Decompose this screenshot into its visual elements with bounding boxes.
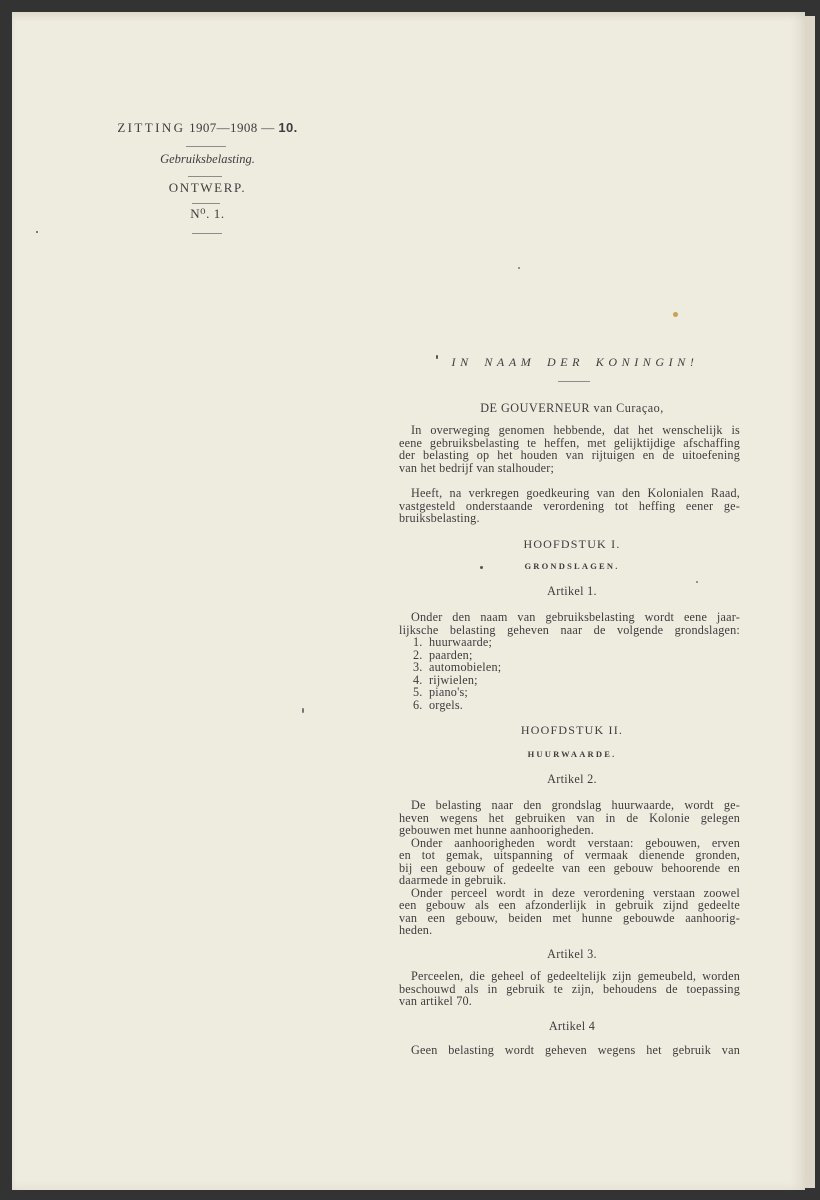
article-paragraph [399,1044,740,1057]
invocation-heading: IN NAAM DER KONINGIN! [451,355,699,369]
article-paragraph [399,887,740,937]
article-heading: Artikel 3. [547,947,597,961]
text-line: eene gebruiksbelasting te heffen, met gelijktijdige afschaffing [399,435,740,450]
list-item-number: 4. [413,672,423,687]
chapter-heading: HOOFDSTUK I. [523,537,621,551]
session-number: 10. [278,120,298,135]
text-line: daarmede in gebruik. [399,873,507,887]
session-line [100,120,315,136]
text-line: lijksche belasting geheven naar de volgende grondslagen: [399,622,740,637]
text-line: van artikel 70. [399,994,473,1008]
article-body [399,799,740,937]
text-line: en tot gemak, uitspanning of vermaak dienende gronden, [399,848,740,862]
text-line: Onder den naam van gebruiksbelasting wordt eene jaar- [411,610,740,624]
article-paragraph [399,970,740,1008]
text-line: heden. [399,923,433,937]
text-line: In overweging genomen hebbende, dat het wenschelijk is [411,423,740,437]
header-rule [188,176,222,177]
chapter-title: HUURWAARDE. [527,749,617,759]
list-item-number: 1. [413,635,423,649]
main-text-column [399,0,740,1200]
list-item-text: paarden; [429,647,473,662]
list-item-text: huurwaarde; [429,635,493,649]
header-rule [192,203,220,204]
article-paragraph [399,799,740,837]
article-heading: Artikel 2. [547,772,597,786]
text-line: gebouwen met hunne aanhoorigheden. [399,823,594,837]
text-line: bruiksbelasting. [399,511,480,525]
list-item [399,699,740,712]
session-label: ZITTING [117,120,186,135]
list-item-number: 3. [413,660,423,674]
list-item-text: rijwielen; [429,672,478,687]
text-line: vastgesteld onderstaande verordening tot heffing eener ge- [399,498,740,513]
document-subject: Gebruiksbelasting. [160,152,255,166]
document-type: ONTWERP. [168,180,247,195]
text-line: Onder perceel wordt in deze verordening verstaan zoowel [411,885,740,900]
session-years: 1907—1908 — [189,120,275,135]
header-rule [186,146,226,147]
header-rule [192,233,222,234]
text-line: een gebouw als een afzonderlijk in gebruik zijnd gedeelte [399,898,740,912]
text-line: van het bedrijf van stalhouder; [399,460,555,475]
list-item-text: orgels. [429,697,464,712]
invocation-rule [558,381,590,382]
preamble-paragraph [399,424,740,474]
chapter-title: GRONDSLAGEN. [524,561,620,571]
text-line: beschouwd als in gebruik te zijn, behoudens de toepassing [399,981,740,996]
text-line: heven wegens het gebruiken van in de Kolonie gelegen [399,810,740,825]
preamble-paragraph [399,487,740,525]
text-line: Geen belasting wordt geheven wegens het gebruik van [411,1043,740,1057]
text-line: Perceelen, die geheel of gedeeltelijk zijn gemeubeld, worden [411,969,740,983]
article-paragraph [399,611,740,711]
article-heading: Artikel 1. [547,584,597,598]
text-line: bij een gebouw of gedeelte van een gebouw behoorende en [399,860,740,875]
article-paragraph [399,837,740,887]
text-line: De belasting naar den grondslag huurwaarde, wordt ge- [411,798,740,812]
addressor: DE GOUVERNEUR van Curaçao, [480,401,664,415]
list-item-text: piano's; [429,685,469,699]
list-item-number: 5. [413,685,423,699]
list-item-number: 2. [413,647,423,662]
list-item-number: 6. [413,697,423,712]
text-line: van een gebouw, beiden met hunne gebouwde aanhoorig- [399,910,740,925]
text-line: der belasting op het houden van rijtuigen en de uitoefening [399,448,740,462]
scan-speck [302,708,304,713]
document-number: N⁰. 1. [190,206,225,221]
text-line: Onder aanhoorigheden wordt verstaan: gebouwen, erven [411,835,740,850]
article-heading: Artikel 4 [548,1019,596,1033]
text-line: Heeft, na verkregen goedkeuring van den Kolonialen Raad, [411,486,740,500]
list-item-text: automobielen; [429,660,502,674]
scan-speck [36,231,38,233]
chapter-heading: HOOFDSTUK II. [520,723,624,737]
